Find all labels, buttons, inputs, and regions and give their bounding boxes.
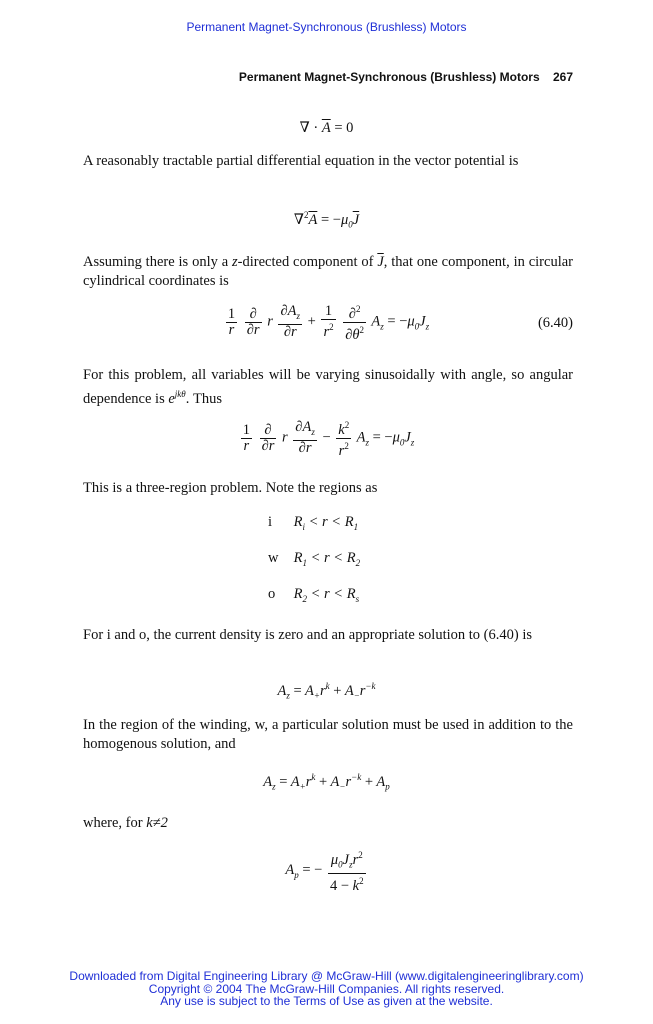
- p7-condition: k≠2: [146, 815, 168, 831]
- p2-part-c: , that one component, in circular cylindrical coordinates is: [83, 254, 573, 289]
- page-number: 267: [552, 70, 573, 84]
- footer-terms-line: Any use is subject to the Terms of Use as given at the website.: [160, 994, 493, 1008]
- paragraph-4: This is a three-region problem. Note the regions as: [83, 480, 378, 496]
- region-o: o $R_2 < r < R_s$: [268, 586, 360, 604]
- top-banner: Permanent Magnet-Synchronous (Brushless) Motors: [186, 20, 467, 34]
- region-upper-index: s: [355, 593, 360, 604]
- region-label: o: [268, 586, 276, 602]
- paragraph-2: Assuming there is only a z-directed component of $\overline{J}$, that one component, in circular cylindrical coordinates is: [83, 254, 573, 289]
- paragraph-5: For i and o, the current density is zero and an appropriate solution to (6.40) is: [83, 627, 532, 643]
- paragraph-6: In the region of the winding, w, a particular solution must be used in addition to the homogenous solution, and: [83, 717, 573, 752]
- equation-winding: $A_z = A_+r^k + A_-r^{-k} + A_p$: [263, 772, 390, 792]
- running-head: [239, 70, 573, 84]
- region-upper-index: 1: [353, 521, 359, 532]
- equation-6-40: $\frac{1}{r}$ $\frac{\partial}{\partial r}$ r $\frac{\partial A_z}{\partial r}$ + $\frac{1}{r^2}$ $\frac{\partial^2}{\partial\theta^2}$ $A_z = -\mu_0J_z$: [227, 303, 430, 343]
- p3-part-b: . Thus: [185, 390, 222, 407]
- paragraph-3: For this problem, all variables will be varying sinusoidally with angle, so angular dependence is $e^{jk\theta}$. Thus: [83, 367, 573, 407]
- equation-particular: $A_p$ = − $\frac{\mu_0J_zr^2}{4 - k^2}$: [285, 850, 364, 894]
- running-title: Permanent Magnet-Synchronous (Brushless) Motors: [238, 70, 540, 84]
- region-lower-index: 1: [302, 557, 307, 568]
- region-i: i $R_i < r < R_1$: [268, 514, 359, 532]
- region-upper-index: 2: [355, 557, 361, 568]
- paragraph-7: [83, 814, 573, 833]
- region-label: w: [268, 550, 279, 566]
- region-w: w $R_1 < r < R_2$: [268, 550, 361, 568]
- footer-download-line: Downloaded from Digital Engineering Library @ McGraw-Hill (www.digitalengineeringlibrary.com): [69, 969, 584, 983]
- equation-reduced: $\frac{1}{r}$ $\frac{\partial}{\partial r}$ r $\frac{\partial A_z}{\partial r}$ − $\frac{k^2}{r^2}$ $A_z = -\mu_0J_z$: [242, 419, 415, 459]
- footer: [0, 970, 653, 1008]
- paragraph-1: A reasonably tractable partial differential equation in the vector potential is: [83, 153, 519, 169]
- p2-part-b: -directed component of: [237, 254, 378, 270]
- p3-part-a: For this problem, all variables will be varying sinusoidally with angle, so angular dependence is: [83, 367, 573, 407]
- equation-homogeneous: $A_z = A_+r^k + A_-r^{-k}$: [277, 681, 376, 701]
- region-lower-index: 2: [302, 593, 307, 604]
- equation-divergence: ∇ · $\overline{A} = 0$: [299, 120, 354, 136]
- p7-part-a: where, for: [83, 815, 147, 831]
- equation-number: (6.40): [537, 315, 573, 331]
- equation-poisson: $\nabla^2\overline{A} = -\mu_0\overline{J}$: [293, 210, 360, 230]
- region-label: i: [268, 514, 273, 530]
- p2-part-a: Assuming there is only a: [83, 254, 233, 270]
- footer-copyright-line: Copyright © 2004 The McGraw-Hill Companies. All rights reserved.: [148, 981, 505, 996]
- region-lower-index: i: [302, 521, 305, 532]
